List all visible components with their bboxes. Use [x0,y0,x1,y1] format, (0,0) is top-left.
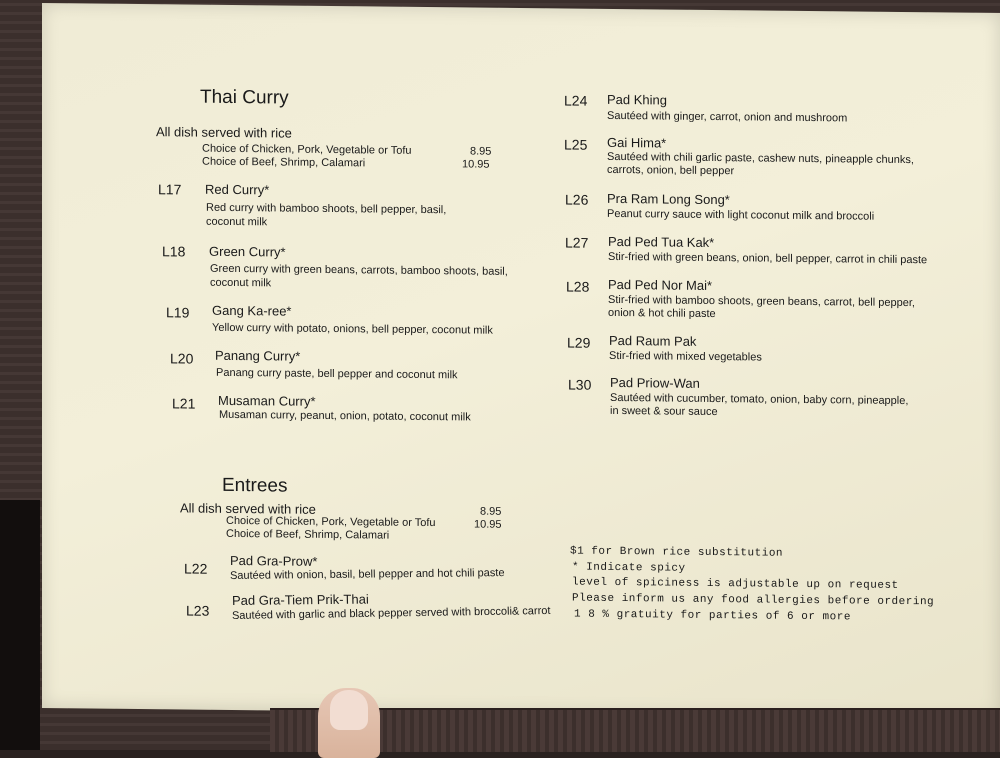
choice-label: Choice of Beef, Shrimp, Calamari [202,155,366,170]
note-line: 1 8 % gratuity for parties of 6 or more [574,608,851,624]
item-code: L21 [172,395,196,412]
item-code: L25 [564,136,588,153]
choice-price: 10.95 [462,158,490,171]
item-code: L24 [564,92,588,109]
item-name: Pad Gra-Tiem Prik-Thai [231,591,369,608]
item-name: Red Curry* [205,181,270,198]
item-description: Peanut curry sauce with light coconut milk and broccoli [607,207,875,223]
note-line: level of spiciness is adjustable up on request [572,576,899,592]
item-code: L28 [566,278,590,295]
item-name: Pad Raum Pak [609,332,697,349]
item-description: coconut milk [206,215,268,229]
item-description: Stir-fried with green beans, onion, bell pepper, carrot in chili paste [608,250,928,267]
item-description: Panang curry paste, bell pepper and coconut milk [216,366,458,382]
served-with-rice-note: All dish served with rice [156,124,292,141]
item-code: L23 [186,602,210,619]
item-description: Yellow curry with potato, onions, bell pepper, coconut milk [212,321,493,337]
item-description: in sweet & sour sauce [610,404,718,419]
item-name: Pad Gra-Prow* [230,552,318,569]
item-description: Musaman curry, peanut, onion, potato, coconut milk [219,408,471,424]
item-name: Musaman Curry* [218,392,316,409]
choice-price: 8.95 [470,145,492,158]
item-description: carrots, onion, bell pepper [607,163,735,178]
note-line: Please inform us any food allergies before ordering [572,592,935,609]
item-description: Sautéed with ginger, carrot, onion and mushroom [607,109,848,125]
item-name: Pra Ram Long Song* [607,190,730,208]
item-code: L29 [567,334,591,351]
item-code: L27 [565,234,589,251]
item-description: Stir-fried with bamboo shoots, green beans, carrot, bell pepper, [608,293,915,310]
section-title-entrees: Entrees [222,474,288,497]
item-description: coconut milk [210,276,272,290]
item-name: Pad Khing [607,91,667,108]
item-name: Green Curry* [209,243,286,260]
item-name: Gang Ka-ree* [212,302,292,319]
menu-page [42,3,1000,718]
item-name: Pad Ped Nor Mai* [608,276,713,294]
item-code: L26 [565,191,589,208]
item-name: Pad Priow-Wan [610,374,700,391]
item-code: L17 [158,181,182,198]
item-name: Gai Hima* [607,134,667,151]
item-description: Stir-fried with mixed vegetables [609,349,762,364]
item-name: Pad Ped Tua Kak* [608,233,715,251]
thumbnail [330,690,368,730]
item-name: Panang Curry* [215,347,301,364]
item-description: Sautéed with onion, basil, bell pepper and hot chili paste [229,567,505,582]
item-code: L20 [170,350,194,367]
choice-price: 10.95 [474,518,502,531]
choice-label: Choice of Beef, Shrimp, Calamari [226,527,390,542]
note-line: * Indicate spicy [572,561,686,575]
choice-label: Choice of Chicken, Pork, Vegetable or Tofu [202,142,412,157]
served-with-rice-note: All dish served with rice [180,500,316,517]
item-description: Sautéed with garlic and black pepper served with broccoli& carrot [231,604,551,622]
choice-price: 8.95 [480,505,502,518]
item-description: Sautéed with cucumber, tomato, onion, baby corn, pineapple, [610,391,909,408]
item-description: Sautéed with chili garlic paste, cashew nuts, pineapple chunks, [607,150,914,167]
item-description: Green curry with green beans, carrots, bamboo shoots, basil, [210,262,508,278]
item-description: Red curry with bamboo shoots, bell pepper, basil, [206,201,447,217]
item-code: L18 [162,243,186,260]
choice-label: Choice of Chicken, Pork, Vegetable or Tofu [226,514,436,530]
section-title-thai-curry: Thai Curry [200,86,289,109]
background-shadow [0,500,40,750]
item-code: L19 [166,304,190,321]
item-code: L22 [184,560,208,577]
item-code: L30 [568,376,592,393]
item-description: onion & hot chili paste [608,306,716,321]
note-line: $1 for Brown rice substitution [570,545,784,560]
